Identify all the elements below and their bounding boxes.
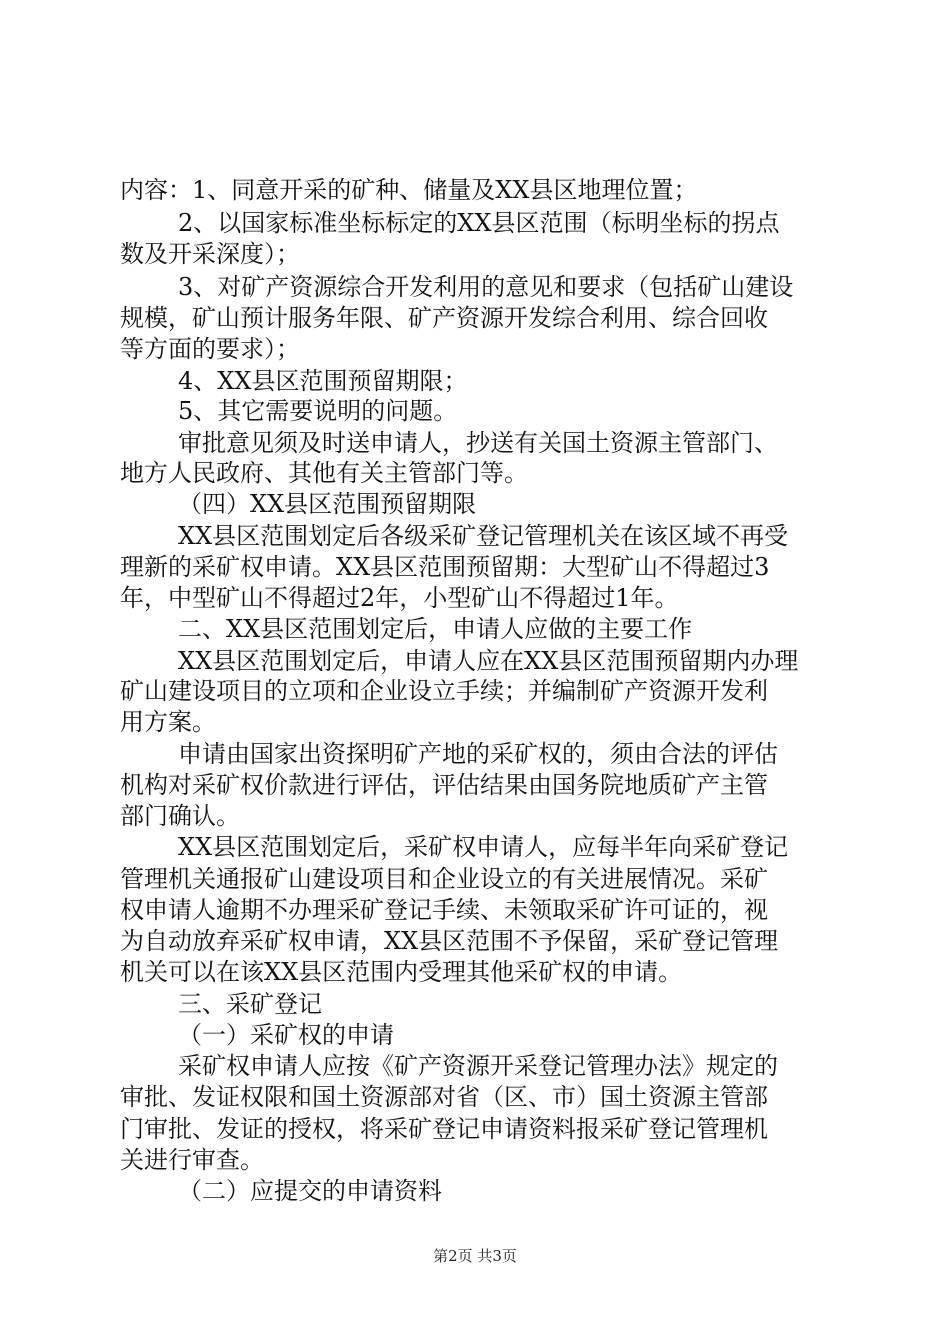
section-heading: 二、XX县区范围划定后，申请人应做的主要工作 (178, 615, 693, 643)
text-line: 内容：1、同意开采的矿种、储量及XX县区地理位置； (120, 176, 698, 204)
section-heading: （二）应提交的申请资料 (178, 1177, 442, 1205)
text-line: 关进行审查。 (120, 1146, 264, 1174)
text-line: 5、其它需要说明的问题。 (178, 397, 458, 425)
text-line: 等方面的要求）； (120, 335, 300, 363)
text-line: 审批意见须及时送申请人，抄送有关国土资源主管部门、 (178, 429, 778, 457)
text-line: 门审批、发证的授权，将采矿登记申请资料报采矿登记管理机 (120, 1115, 768, 1143)
section-heading: （一）采矿权的申请 (178, 1021, 394, 1049)
text-line: 规模，矿山预计服务年限、矿产资源开发综合利用、综合回收 (120, 304, 768, 332)
text-line: 采矿权申请人应按《矿产资源开采登记管理办法》规定的 (178, 1052, 778, 1080)
text-line: XX县区范围划定后各级采矿登记管理机关在该区域不再受 (178, 522, 789, 550)
text-line: 年，中型矿山不得超过2年，小型矿山不得超过1年。 (120, 584, 679, 612)
text-line: 机构对采矿权价款进行评估，评估结果由国务院地质矿产主管 (120, 771, 768, 799)
text-line: 申请由国家出资探明矿产地的采矿权的，须由合法的评估 (178, 740, 778, 768)
text-line: 2、以国家标准坐标标定的XX县区范围（标明坐标的拐点 (178, 209, 780, 237)
text-line: 机关可以在该XX县区范围内受理其他采矿权的申请。 (120, 958, 683, 986)
text-line: 权申请人逾期不办理采矿登记手续、未领取采矿许可证的，视 (120, 896, 768, 924)
text-line: 数及开采深度）； (120, 240, 300, 268)
text-line: 用方案。 (120, 708, 216, 736)
text-line: 地方人民政府、其他有关主管部门等。 (120, 459, 528, 487)
text-line: 部门确认。 (120, 802, 240, 830)
page-number: 第2页 共3页 (433, 1247, 517, 1265)
text-line: 管理机关通报矿山建设项目和企业设立的有关进展情况。采矿 (120, 865, 768, 893)
text-line: 4、XX县区范围预留期限； (178, 367, 468, 395)
text-line: 理新的采矿权申请。XX县区范围预留期：大型矿山不得超过3 (120, 553, 770, 581)
text-line: 为自动放弃采矿权申请，XX县区范围不予保留，采矿登记管理 (120, 927, 779, 955)
text-line: 审批、发证权限和国土资源部对省（区、市）国土资源主管部 (120, 1083, 768, 1111)
section-heading: （四）XX县区范围预留期限 (178, 490, 477, 518)
text-line: XX县区范围划定后，采矿权申请人，应每半年向采矿登记 (178, 833, 789, 861)
text-line: XX县区范围划定后，申请人应在XX县区范围预留期内办理 (178, 647, 799, 675)
section-heading: 三、采矿登记 (178, 990, 322, 1018)
text-line: 3、对矿产资源综合开发利用的意见和要求（包括矿山建设 (178, 273, 794, 301)
text-line: 矿山建设项目的立项和企业设立手续；并编制矿产资源开发利 (120, 677, 768, 705)
